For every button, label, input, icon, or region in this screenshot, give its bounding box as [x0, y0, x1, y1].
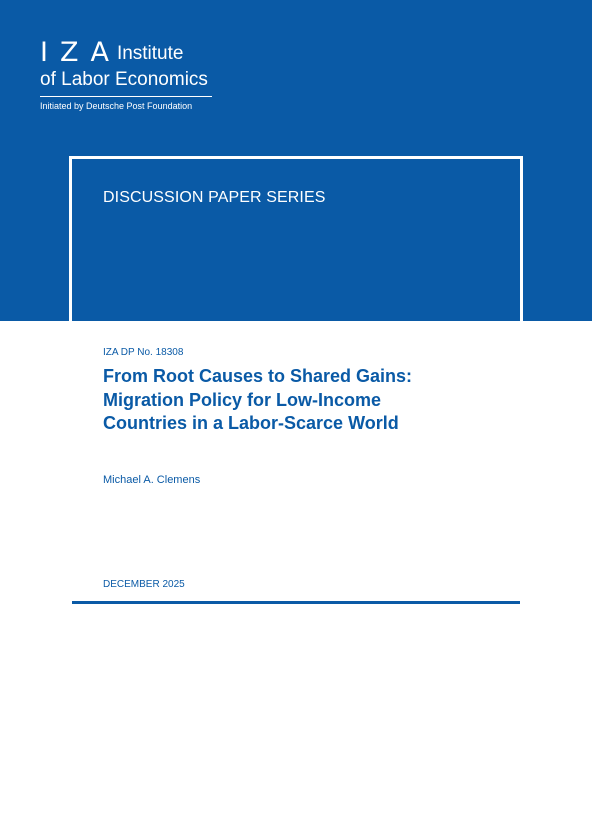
paper-title [103, 365, 503, 436]
title-line: Countries in a Labor-Scarce World [103, 413, 399, 433]
iza-logo [40, 38, 212, 112]
title-line: From Root Causes to Shared Gains: [103, 366, 413, 386]
title-line: Migration Policy for Low-Income [103, 389, 382, 410]
logo-subtitle: of Labor Economics [40, 69, 208, 90]
logo-tagline: Initiated by Deutsche Post Foundation [40, 101, 193, 111]
logo-institute-word: Institute [116, 43, 184, 64]
author-name: Michael A. Clemens [103, 474, 201, 486]
publication-date: DECEMBER 2025 [103, 579, 185, 590]
logo-divider [40, 96, 212, 97]
logo-letters: IZA [40, 37, 121, 68]
paper-number: IZA DP No. 18308 [103, 347, 184, 358]
series-label: DISCUSSION PAPER SERIES [103, 189, 326, 206]
